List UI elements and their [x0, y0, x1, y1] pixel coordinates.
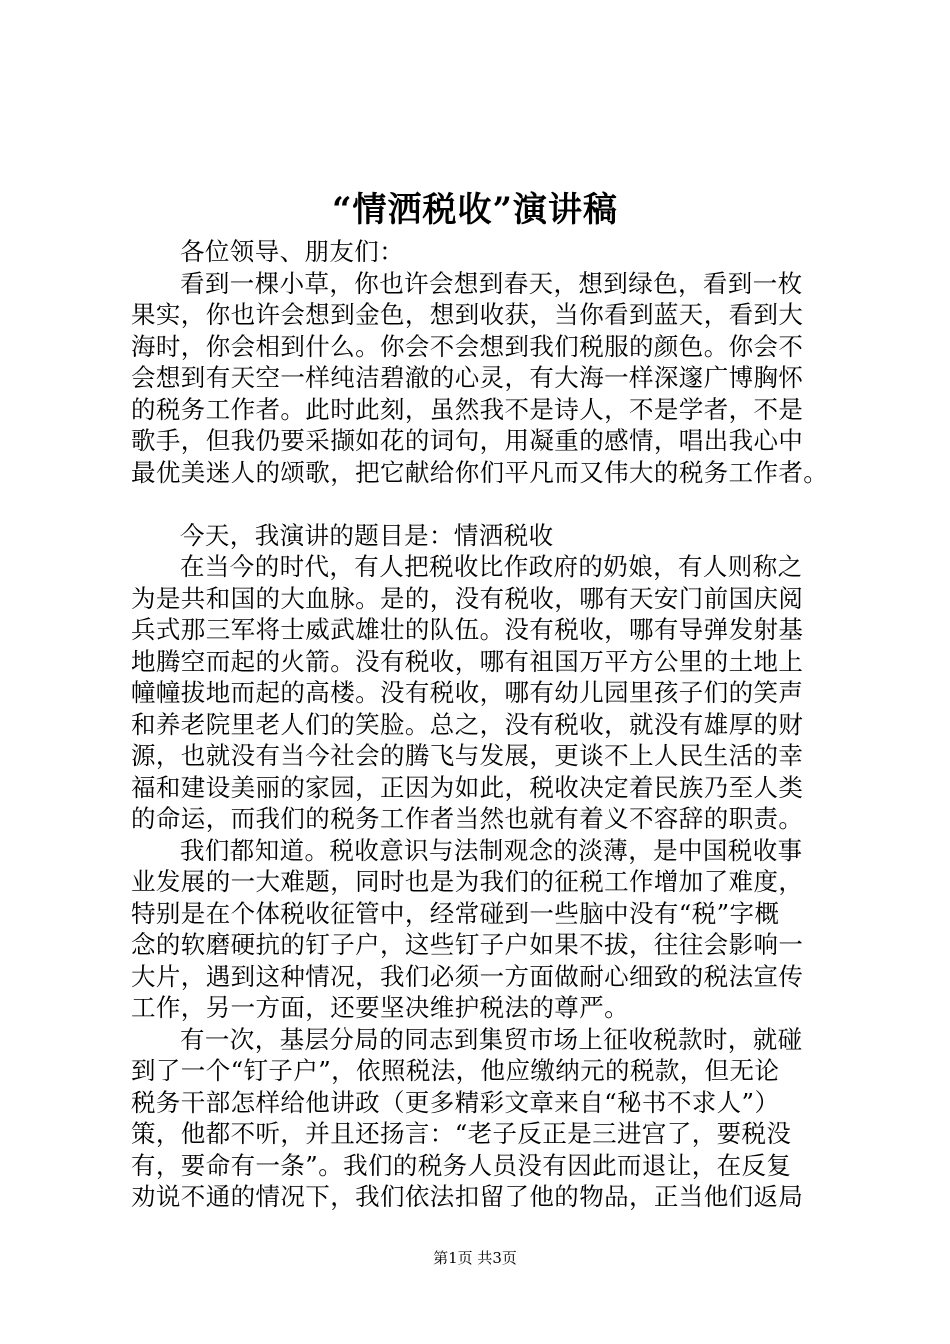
- body-line: 大片，遇到这种情况，我们必须一方面做耐心细致的税法宣传: [131, 961, 804, 991]
- body-line: 念的软磨硬抗的钉子户，这些钉子户如果不拔，往往会影响一: [131, 930, 804, 959]
- body-line: 有一次，基层分局的同志到集贸市场上征收税款时，就碰: [180, 1024, 803, 1054]
- body-line: 到了一个“钉子户”，依照税法，他应缴纳元的税款，但无论: [131, 1056, 780, 1085]
- body-line: 策，他都不听，并且还扬言：“老子反正是三进宫了，要税没: [131, 1119, 792, 1148]
- body-line: 地腾空而起的火箭。没有税收，哪有祖国万平方公里的土地上: [131, 646, 804, 676]
- body-line: 源，也就没有当今社会的腾飞与发展，更谈不上人民生活的幸: [131, 741, 804, 770]
- body-line: 税务干部怎样给他讲政（更多精彩文章来自“秘书不求人”）: [131, 1087, 780, 1117]
- body-line: 果实，你也许会想到金色，想到收获，当你看到蓝天，看到大: [131, 300, 804, 329]
- body-line: 幢幢拔地而起的高楼。没有税收，哪有幼儿园里孩子们的笑声: [131, 678, 804, 707]
- body-line: 业发展的一大难题，同时也是为我们的征税工作增加了难度，: [131, 867, 804, 896]
- body-line: 和养老院里老人们的笑脸。总之，没有税收，就没有雄厚的财: [131, 709, 804, 739]
- body-line: 今天，我演讲的题目是：情洒税收: [180, 520, 554, 550]
- body-line: 劝说不通的情况下，我们依法扣留了他的物品，正当他们返局: [131, 1182, 804, 1211]
- body-line: 我们都知道。税收意识与法制观念的淡薄，是中国税收事: [180, 835, 803, 865]
- body-line: 歌手，但我仍要采撷如花的词句，用凝重的感情，唱出我心中: [131, 426, 804, 455]
- body-line: 最优美迷人的颂歌，把它献给你们平凡而又伟大的税务工作者。: [131, 457, 829, 487]
- body-line: 福和建设美丽的家园，正因为如此，税收决定着民族乃至人类: [131, 772, 804, 802]
- body-line: 兵式那三军将士威武雄壮的队伍。没有税收，哪有导弹发射基: [131, 615, 804, 644]
- body-line: 会想到有天空一样纯洁碧澈的心灵，有大海一样深邃广博胸怀: [131, 363, 804, 392]
- document-title: “情洒税收”演讲稿: [331, 190, 619, 230]
- body-line: 工作，另一方面，还要坚决维护税法的尊严。: [131, 993, 629, 1022]
- body-line: 各位领导、朋友们：: [180, 237, 405, 266]
- body-line: 海时，你会相到什么。你会不会想到我们税服的颜色。你会不: [131, 331, 804, 361]
- body-line: 在当今的时代，有人把税收比作政府的奶娘，有人则称之: [180, 552, 803, 581]
- body-line: 的命运，而我们的税务工作者当然也就有着义不容辞的职责。: [131, 804, 804, 833]
- body-line: 为是共和国的大血脉。是的，没有税收，哪有天安门前国庆阅: [131, 583, 804, 613]
- body-line: 有，要命有一条”。我们的税务人员没有因此而退让，在反复: [131, 1150, 792, 1180]
- document-body: [131, 236, 839, 1213]
- page-footer: 第1页 共3页: [433, 1249, 517, 1267]
- body-line: 的税务工作者。此时此刻，虽然我不是诗人，不是学者，不是: [131, 394, 804, 424]
- blank-line: [131, 488, 839, 520]
- body-line: 看到一棵小草，你也许会想到春天，想到绿色，看到一枚: [180, 268, 803, 298]
- body-line: 特别是在个体税收征管中，经常碰到一些脑中没有“税”字概: [131, 898, 780, 928]
